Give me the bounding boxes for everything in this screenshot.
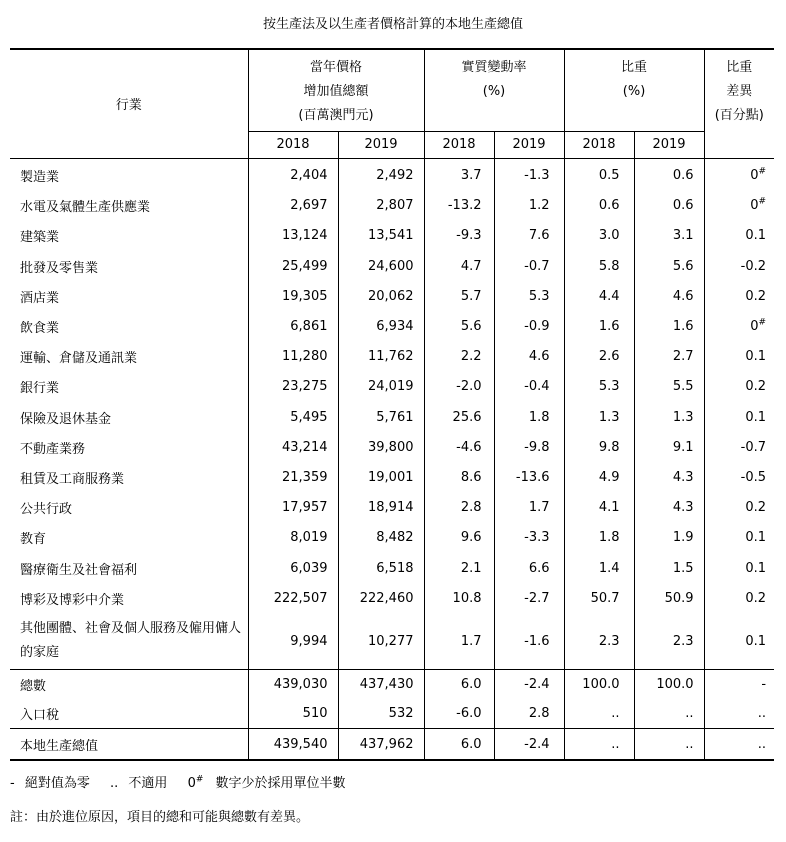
weight-2019: .. [634, 729, 704, 761]
weight-diff-sup: # [758, 317, 767, 328]
weight-2018: 0.6 [564, 191, 634, 221]
year-header: 2019 [338, 131, 424, 158]
weight-diff-value: - [761, 677, 767, 693]
value-added-2019: 24,600 [338, 251, 424, 281]
table-row [10, 191, 774, 221]
weight-diff-value: 0 [750, 198, 759, 214]
real-change-2018: 5.7 [424, 281, 494, 311]
row-label: 酒店業 [20, 290, 60, 306]
header-weight-diff-line1: 比重 [726, 60, 753, 75]
real-change-2018: 25.6 [424, 402, 494, 432]
table-row [10, 493, 774, 523]
row-label: 製造業 [20, 170, 60, 186]
legend-small-text: 數字少於採用單位半數 [215, 776, 346, 791]
real-change-2018: 4.7 [424, 251, 494, 281]
real-change-2019: 7.6 [494, 221, 564, 251]
table-row [10, 670, 774, 700]
value-added-2019: 18,914 [338, 493, 424, 523]
header-weight-line1: 比重 [621, 60, 648, 75]
real-change-2018: 10.8 [424, 583, 494, 613]
row-label: 其他團體、社會及個人服務及僱用傭人的家庭 [20, 621, 242, 661]
real-change-2018: -2.0 [424, 372, 494, 402]
real-change-2019: -1.6 [494, 613, 564, 670]
weight-2018: 0.5 [564, 158, 634, 191]
value-added-2019: 2,807 [338, 191, 424, 221]
real-change-2019: -9.8 [494, 432, 564, 462]
weight-2018: 50.7 [564, 583, 634, 613]
legend-small-symbol [188, 776, 204, 791]
weight-2019: .. [634, 699, 704, 729]
weight-diff [704, 158, 774, 191]
table-row [10, 699, 774, 729]
table-row [10, 342, 774, 372]
row-label: 公共行政 [20, 502, 73, 518]
weight-2018: 5.3 [564, 372, 634, 402]
weight-diff [704, 493, 774, 523]
value-added-2018: 25,499 [248, 251, 338, 281]
weight-2018: 2.3 [564, 613, 634, 670]
legend-small-sup: # [195, 774, 204, 785]
real-change-2019: -0.9 [494, 311, 564, 341]
value-added-2019: 2,492 [338, 158, 424, 191]
value-added-2018: 19,305 [248, 281, 338, 311]
weight-diff [704, 251, 774, 281]
header-value-added-line2: 增加值總額 [303, 84, 369, 99]
real-change-2019: -3.3 [494, 523, 564, 553]
table-row [10, 462, 774, 492]
weight-2019: 100.0 [634, 670, 704, 700]
weight-2019: 1.5 [634, 553, 704, 583]
value-added-2018: 11,280 [248, 342, 338, 372]
row-label: 飲食業 [20, 321, 60, 337]
table-row [10, 523, 774, 553]
weight-diff [704, 729, 774, 761]
value-added-2018: 2,404 [248, 158, 338, 191]
year-header: 2019 [494, 131, 564, 158]
weight-diff-value: 0.2 [745, 379, 767, 395]
real-change-2018: -9.3 [424, 221, 494, 251]
weight-diff-value: 0.2 [745, 500, 767, 516]
weight-diff-value: 0.1 [745, 530, 767, 546]
weight-diff [704, 699, 774, 729]
legend-na-text: 不適用 [128, 776, 168, 791]
real-change-2019: 1.2 [494, 191, 564, 221]
weight-diff [704, 432, 774, 462]
weight-diff-value: 0.1 [745, 633, 767, 649]
weight-diff-sup: # [758, 196, 767, 207]
legend-na-symbol: .. [110, 776, 119, 791]
row-label: 入口稅 [20, 708, 60, 724]
weight-2019: 9.1 [634, 432, 704, 462]
weight-2019: 1.9 [634, 523, 704, 553]
weight-diff-value: .. [757, 706, 767, 722]
weight-diff [704, 613, 774, 670]
legend-small-zero: 0 [187, 776, 196, 791]
weight-diff [704, 523, 774, 553]
value-added-2019: 8,482 [338, 523, 424, 553]
value-added-2018: 43,214 [248, 432, 338, 462]
table-row [10, 281, 774, 311]
weight-diff [704, 221, 774, 251]
value-added-2018: 5,495 [248, 402, 338, 432]
weight-diff-value: 0.1 [745, 409, 767, 425]
header-industry: 行業 [10, 49, 248, 158]
row-label: 博彩及博彩中介業 [20, 592, 125, 608]
weight-2019: 50.9 [634, 583, 704, 613]
weight-diff [704, 311, 774, 341]
header-real-change-line1: 實質變動率 [461, 60, 527, 75]
year-header: 2018 [248, 131, 338, 158]
real-change-2018: 9.6 [424, 523, 494, 553]
weight-diff-value: -0.7 [740, 439, 767, 455]
row-label: 總數 [10, 670, 248, 700]
row-label: 水電及氣體生產供應業 [20, 200, 151, 216]
header-weight-diff-line2: 差異 [726, 84, 753, 99]
table-row [10, 402, 774, 432]
value-added-2019: 11,762 [338, 342, 424, 372]
weight-diff-value: -0.2 [740, 258, 767, 274]
weight-2018: 5.8 [564, 251, 634, 281]
footnote: 註：由於進位原因，項目的總和可能與總數有差異。 [10, 810, 310, 825]
row-label: 租賃及工商服務業 [20, 471, 125, 487]
table-final [10, 729, 774, 761]
table-totals [10, 670, 774, 729]
weight-diff [704, 281, 774, 311]
weight-2019: 0.6 [634, 191, 704, 221]
real-change-2019: 1.8 [494, 402, 564, 432]
value-added-2018: 6,861 [248, 311, 338, 341]
table-row [10, 372, 774, 402]
weight-2019: 1.6 [634, 311, 704, 341]
table-row [10, 613, 774, 670]
year-header: 2019 [634, 131, 704, 158]
table-row [10, 311, 774, 341]
real-change-2019: -2.4 [494, 670, 564, 700]
value-added-2019: 6,934 [338, 311, 424, 341]
legend [10, 772, 352, 791]
real-change-2019: -2.4 [494, 729, 564, 761]
real-change-2019: -0.7 [494, 251, 564, 281]
weight-diff-value: -0.5 [740, 469, 767, 485]
header-real-change-line2: (%) [482, 84, 506, 99]
weight-2018: .. [564, 729, 634, 761]
value-added-2018: 21,359 [248, 462, 338, 492]
value-added-2018: 23,275 [248, 372, 338, 402]
year-header: 2018 [564, 131, 634, 158]
weight-diff-value: 0.1 [745, 349, 767, 365]
value-added-2018: 13,124 [248, 221, 338, 251]
real-change-2019: -0.4 [494, 372, 564, 402]
weight-2019: 0.6 [634, 158, 704, 191]
weight-diff [704, 670, 774, 700]
row-label: 保險及退休基金 [20, 411, 112, 427]
real-change-2018: 5.6 [424, 311, 494, 341]
year-header: 2018 [424, 131, 494, 158]
table-row [10, 251, 774, 281]
table-body [10, 158, 774, 670]
header-value-added-line1: 當年價格 [309, 60, 362, 75]
weight-2019: 1.3 [634, 402, 704, 432]
table-title: 按生產法及以生產者價格計算的本地生產總值 [262, 17, 523, 32]
value-added-2018: 6,039 [248, 553, 338, 583]
real-change-2018: -4.6 [424, 432, 494, 462]
row-label: 批發及零售業 [20, 260, 99, 276]
value-added-2019: 532 [338, 699, 424, 729]
value-added-2019: 20,062 [338, 281, 424, 311]
table-row [10, 158, 774, 191]
weight-diff-value: 0.2 [745, 590, 767, 606]
row-label: 醫療衛生及社會福利 [20, 562, 138, 578]
value-added-2019: 10,277 [338, 613, 424, 670]
real-change-2018: 3.7 [424, 158, 494, 191]
weight-2018: 4.4 [564, 281, 634, 311]
table-row [10, 729, 774, 761]
value-added-2019: 6,518 [338, 553, 424, 583]
weight-2018: 3.0 [564, 221, 634, 251]
header-weight [564, 49, 704, 131]
row-label: 建築業 [20, 230, 60, 246]
real-change-2019: 5.3 [494, 281, 564, 311]
header-real-change [424, 49, 564, 131]
value-added-2019: 5,761 [338, 402, 424, 432]
weight-2019: 2.7 [634, 342, 704, 372]
weight-2018: 100.0 [564, 670, 634, 700]
row-label: 運輸、倉儲及通訊業 [20, 351, 138, 367]
weight-2018: 4.1 [564, 493, 634, 523]
weight-diff [704, 342, 774, 372]
weight-2018: 1.4 [564, 553, 634, 583]
weight-2019: 4.3 [634, 493, 704, 523]
real-change-2019: -1.3 [494, 158, 564, 191]
row-label: 不動產業務 [20, 441, 86, 457]
header-weight-diff-line3: (百分點) [714, 108, 764, 123]
real-change-2019: 6.6 [494, 553, 564, 583]
value-added-2018: 8,019 [248, 523, 338, 553]
header-weight-line2: (%) [622, 84, 646, 99]
real-change-2018: 2.8 [424, 493, 494, 523]
value-added-2018: 9,994 [248, 613, 338, 670]
row-label: 教育 [20, 532, 47, 548]
value-added-2019: 39,800 [338, 432, 424, 462]
weight-diff-value: 0 [750, 168, 759, 184]
value-added-2019: 437,962 [338, 729, 424, 761]
weight-2018: .. [564, 699, 634, 729]
value-added-2018: 439,540 [248, 729, 338, 761]
table-row [10, 221, 774, 251]
weight-diff [704, 553, 774, 583]
weight-2019: 5.6 [634, 251, 704, 281]
weight-diff [704, 402, 774, 432]
value-added-2018: 2,697 [248, 191, 338, 221]
value-added-2018: 439,030 [248, 670, 338, 700]
weight-diff [704, 583, 774, 613]
weight-2019: 2.3 [634, 613, 704, 670]
weight-diff-value: 0.1 [745, 228, 767, 244]
legend-dash-text: 絕對值為零 [24, 776, 90, 791]
real-change-2018: -13.2 [424, 191, 494, 221]
row-label: 本地生產總值 [10, 729, 248, 761]
header-weight-diff [704, 49, 774, 158]
weight-2018: 2.6 [564, 342, 634, 372]
weight-2018: 1.6 [564, 311, 634, 341]
real-change-2019: 2.8 [494, 699, 564, 729]
real-change-2018: 2.2 [424, 342, 494, 372]
weight-diff [704, 462, 774, 492]
real-change-2019: 1.7 [494, 493, 564, 523]
table-row [10, 432, 774, 462]
weight-2019: 4.6 [634, 281, 704, 311]
weight-diff-sup: # [758, 166, 767, 177]
value-added-2018: 222,507 [248, 583, 338, 613]
header-value-added [248, 49, 424, 131]
real-change-2018: -6.0 [424, 699, 494, 729]
real-change-2018: 8.6 [424, 462, 494, 492]
weight-2018: 1.8 [564, 523, 634, 553]
value-added-2018: 17,957 [248, 493, 338, 523]
real-change-2018: 6.0 [424, 670, 494, 700]
real-change-2018: 1.7 [424, 613, 494, 670]
value-added-2018: 510 [248, 699, 338, 729]
weight-2019: 5.5 [634, 372, 704, 402]
weight-2018: 1.3 [564, 402, 634, 432]
weight-2019: 4.3 [634, 462, 704, 492]
value-added-2019: 24,019 [338, 372, 424, 402]
gdp-table [10, 48, 774, 761]
weight-2018: 9.8 [564, 432, 634, 462]
weight-2019: 3.1 [634, 221, 704, 251]
real-change-2019: -2.7 [494, 583, 564, 613]
table-row [10, 583, 774, 613]
table-row [10, 553, 774, 583]
row-label: 銀行業 [20, 381, 60, 397]
real-change-2019: 4.6 [494, 342, 564, 372]
weight-diff-value: .. [757, 736, 767, 752]
real-change-2019: -13.6 [494, 462, 564, 492]
weight-diff-value: 0 [750, 319, 759, 335]
weight-diff [704, 191, 774, 221]
value-added-2019: 222,460 [338, 583, 424, 613]
real-change-2018: 2.1 [424, 553, 494, 583]
value-added-2019: 437,430 [338, 670, 424, 700]
weight-diff-value: 0.1 [745, 560, 767, 576]
value-added-2019: 19,001 [338, 462, 424, 492]
real-change-2018: 6.0 [424, 729, 494, 761]
weight-2018: 4.9 [564, 462, 634, 492]
weight-diff [704, 372, 774, 402]
header-value-added-line3: (百萬澳門元) [298, 108, 374, 123]
value-added-2019: 13,541 [338, 221, 424, 251]
legend-dash-symbol: - [10, 776, 15, 791]
weight-diff-value: 0.2 [745, 288, 767, 304]
